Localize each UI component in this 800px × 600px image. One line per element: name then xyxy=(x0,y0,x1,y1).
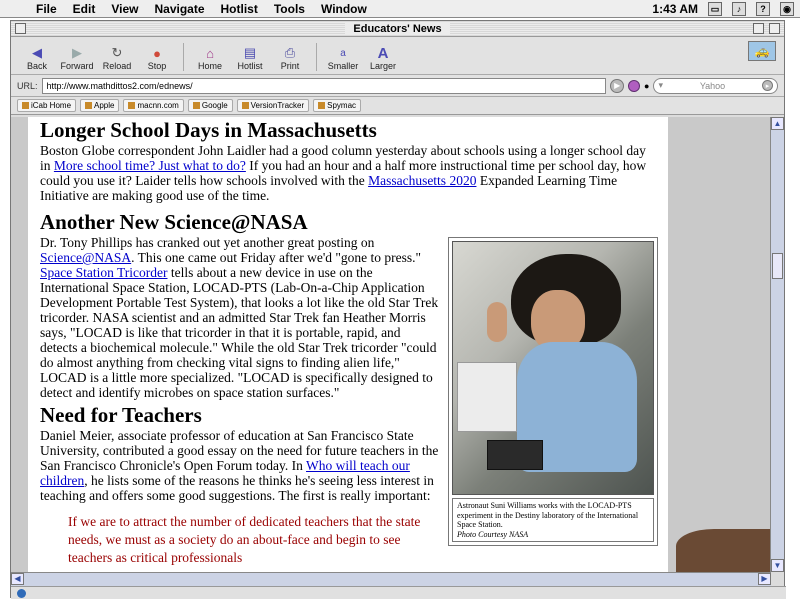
article-link[interactable]: Who will teach our children xyxy=(40,458,410,488)
bookmark-icon xyxy=(128,102,135,109)
bookmark-icon xyxy=(318,102,325,109)
bookmark-icon xyxy=(85,102,92,109)
menu-hotlist[interactable]: Hotlist xyxy=(220,1,258,16)
hotlist-button[interactable]: ▤ Hotlist xyxy=(237,45,263,71)
scroll-down-icon[interactable]: ▼ xyxy=(771,559,784,572)
vertical-scrollbar[interactable] xyxy=(770,117,784,572)
article-link[interactable]: Massachusetts 2020 xyxy=(368,173,477,188)
search-go-icon[interactable]: ▸ xyxy=(762,80,773,91)
title-bar[interactable] xyxy=(11,21,784,37)
stop-button[interactable]: ● Stop xyxy=(147,45,167,71)
hotlist-icon: ▤ xyxy=(243,45,257,60)
menu-view[interactable]: View xyxy=(111,1,139,16)
photo-caption: Astronaut Suni Williams works with the LOCAD-PTS experiment in the Destiny laboratory of the International Space Station. Photo Courtesy NASA xyxy=(452,498,654,542)
section-heading: Another New Science@NASA xyxy=(40,210,308,234)
bookmark-item[interactable]: Spymac xyxy=(313,99,361,112)
vertical-scroll-thumb[interactable] xyxy=(772,253,783,279)
background-photo xyxy=(676,529,771,572)
url-input[interactable] xyxy=(42,78,607,94)
bookmark-item[interactable]: VersionTracker xyxy=(237,99,310,112)
bookmark-icon xyxy=(242,102,249,109)
back-button[interactable]: ◀ Back xyxy=(26,45,47,71)
scroll-up-icon[interactable]: ▲ xyxy=(771,117,784,130)
larger-button[interactable]: A Larger xyxy=(369,44,396,71)
forward-arrow-icon: ▶ xyxy=(72,45,82,60)
bookmark-icon xyxy=(22,102,29,109)
bookmark-item[interactable]: macnn.com xyxy=(123,99,183,112)
article-link[interactable]: Science@NASA xyxy=(40,250,132,265)
home-button[interactable]: ⌂ Home xyxy=(197,45,222,71)
photo-device xyxy=(487,440,543,470)
toolbar-separator xyxy=(183,43,184,71)
menu-file[interactable]: File xyxy=(36,1,57,16)
article-link[interactable]: Space Station Tricorder xyxy=(40,265,168,280)
home-icon: ⌂ xyxy=(206,45,214,61)
reload-icon: ↻ xyxy=(111,45,123,60)
stop-icon: ● xyxy=(153,45,161,61)
printer-icon: ⎙ xyxy=(284,45,296,60)
forward-button[interactable]: ▶ Forward xyxy=(60,45,94,71)
window-title: Educators' News xyxy=(345,23,449,35)
globe-icon xyxy=(17,589,26,598)
reload-button[interactable]: ↻ Reload xyxy=(102,45,132,71)
photo-panel xyxy=(457,362,517,432)
speaker-icon[interactable]: ♪ xyxy=(732,2,746,16)
photo-credit: Photo Courtesy NASA xyxy=(457,529,529,539)
paragraph: Daniel Meier, associate professor of education at San Francisco State University, contributed a good essay on the need for future teachers in the San Francisco Chronicle's Open Forum today. In Who will teach our children, he lists some of the reasons he thinks he's seeing less interest in teaching and offers some good suggestions. The first is really important: xyxy=(40,428,439,503)
page-content xyxy=(28,117,668,572)
monitor-icon[interactable]: ▭ xyxy=(708,2,722,16)
menu-edit[interactable]: Edit xyxy=(72,1,96,16)
bookmark-item[interactable]: Google xyxy=(188,99,233,112)
astronaut-photo xyxy=(452,241,654,495)
article-link[interactable]: More school time? Just what to do? xyxy=(53,158,246,173)
menu-window[interactable]: Window xyxy=(320,1,367,16)
go-arrow-icon[interactable]: ▶ xyxy=(610,79,624,93)
search-dropdown-icon[interactable]: ▾ xyxy=(658,80,664,90)
status-bar xyxy=(11,586,786,599)
clock[interactable]: 1:43 AM xyxy=(652,1,698,16)
car-icon[interactable]: 🚕 xyxy=(748,41,776,61)
scroll-right-icon[interactable]: ▶ xyxy=(758,573,771,585)
smaller-text-icon: a xyxy=(340,47,346,59)
menu-navigate[interactable]: Navigate xyxy=(154,1,205,16)
paragraph: Boston Globe correspondent John Laidler had a good column yesterday about schools using a longer school day in More school time? Just what to do? If you had an hour and a half more instructional time per school day, how could you use it? Laider tells how schools involved with the Massachusetts 2020 Expanded Learning Time Initiative are making good use of the time. xyxy=(40,143,647,203)
content-area xyxy=(11,117,771,572)
photo-figure xyxy=(448,237,658,546)
url-bar xyxy=(11,75,784,97)
browser-window xyxy=(10,20,785,598)
blockquote: If we are to attract the number of dedicated teachers that the state needs, we must as a society do an about-face and begin to see teachers as critical professionals xyxy=(68,514,421,565)
bookmark-item[interactable]: Apple xyxy=(80,99,119,112)
close-box-icon[interactable] xyxy=(15,23,26,34)
larger-text-icon: A xyxy=(377,44,389,62)
menu-tools[interactable]: Tools xyxy=(273,1,305,16)
menu-bar xyxy=(0,0,800,18)
url-label: URL: xyxy=(17,80,38,91)
zoom-box-icon[interactable] xyxy=(753,23,764,34)
help-icon[interactable]: ? xyxy=(756,2,770,16)
bookmarks-bar xyxy=(11,97,784,115)
search-engine-dot-icon: ● xyxy=(644,80,650,91)
search-input[interactable] xyxy=(653,78,778,94)
bookmark-icon xyxy=(193,102,200,109)
scroll-left-icon[interactable]: ◀ xyxy=(11,573,24,585)
photo-arm xyxy=(487,302,507,342)
horizontal-scrollbar[interactable] xyxy=(11,572,771,586)
smaller-button[interactable]: a Smaller xyxy=(323,45,363,71)
page-background xyxy=(668,117,771,572)
toolbar-separator xyxy=(316,43,317,71)
section-heading: Longer School Days in Massachusetts xyxy=(40,118,377,142)
app-icon[interactable]: ◉ xyxy=(780,2,794,16)
search-placeholder: Yahoo xyxy=(699,80,726,91)
back-arrow-icon: ◀ xyxy=(32,45,42,60)
site-status-icon[interactable] xyxy=(628,80,640,92)
bookmark-item[interactable]: iCab Home xyxy=(17,99,76,112)
print-button[interactable]: ⎙ Print xyxy=(280,45,300,71)
toolbar xyxy=(11,37,784,75)
paragraph: Dr. Tony Phillips has cranked out yet another great posting on Science@NASA. This one came out Friday after we'd "gone to press." Space Station Tricorder tells about a new device in use on the International Space Station, LOCAD-PTS (Lab-On-a-Chip Application Development Portable Test System), that looks a lot like the old Star Trek tricorder. NASA scientist and an admitted Star Trek fan Heather Morris says, "LOCAD is like that tricorder in that it is portable, rapid, and detects a biochemical molecule." While the old Star Trek tricorder "could do almost anything from checking vital signs to finding alien life," LOCAD is a little more specialized. "LOCAD is specifically designed to detect and identify microbes on space station surfaces." xyxy=(40,235,439,400)
section-heading: Need for Teachers xyxy=(40,403,202,427)
collapse-box-icon[interactable] xyxy=(769,23,780,34)
